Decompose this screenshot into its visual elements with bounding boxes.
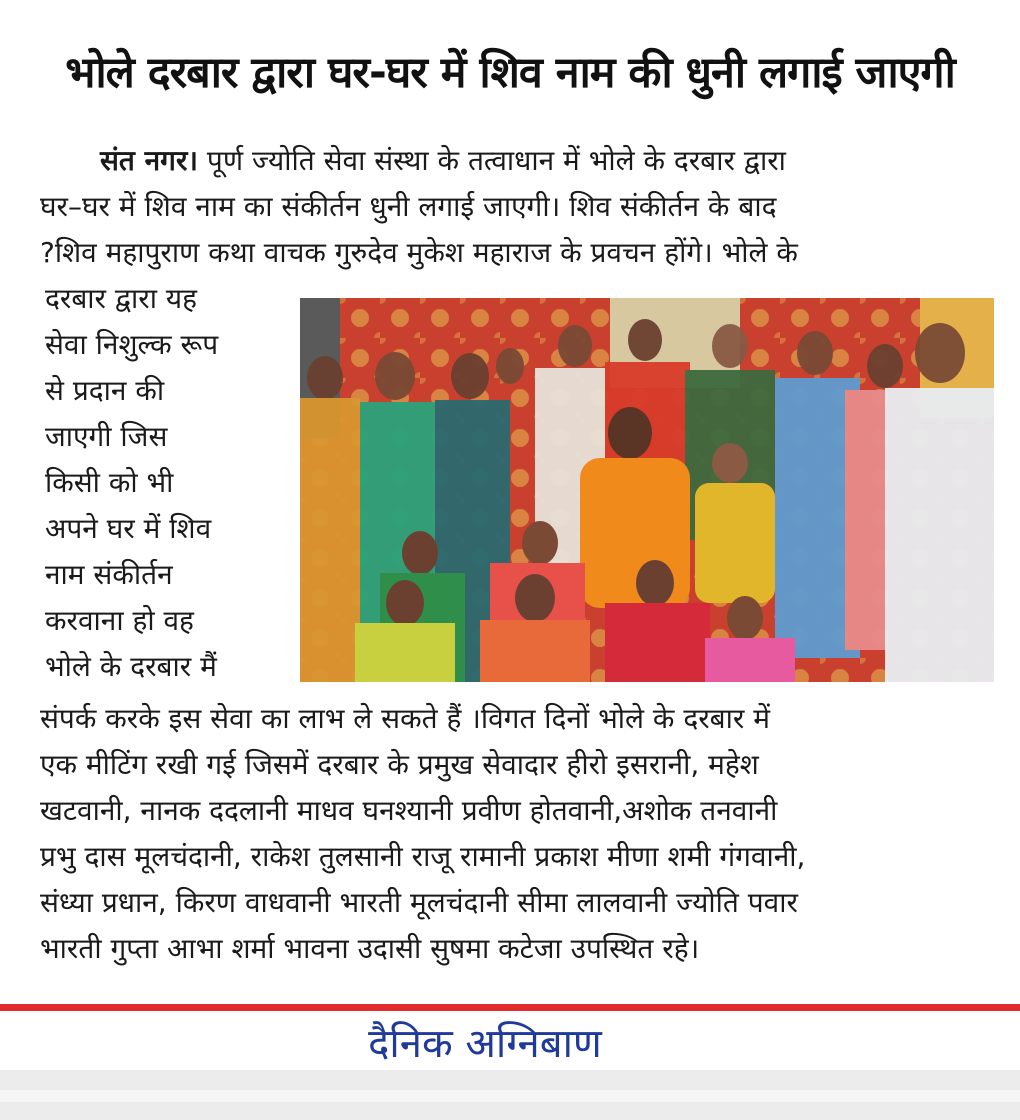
divider-rule xyxy=(0,1004,1020,1011)
bottom-band xyxy=(0,1070,1020,1120)
side-line: अपने घर में शिव xyxy=(45,512,212,545)
side-line: भोले के दरबार मैं xyxy=(45,650,217,683)
dateline: संत नगर। xyxy=(100,144,199,177)
article-line: संध्या प्रधान, किरण वाधवानी भारती मूलचंदानी सीमा लालवानी ज्योति पवार xyxy=(40,886,798,919)
side-line: किसी को भी xyxy=(45,466,174,499)
side-line: से प्रदान की xyxy=(45,374,165,407)
newspaper-name: दैनिक अग्निबाण xyxy=(368,1021,602,1067)
article-line: एक मीटिंग रखी गई जिसमें दरबार के प्रमुख सेवादार हीरो इसरानी, महेश xyxy=(40,748,759,781)
article-line-3: ?शिव महापुराण कथा वाचक गुरुदेव मुकेश महाराज के प्रवचन होंगे। भोले के xyxy=(40,236,798,269)
group-photo xyxy=(300,298,994,682)
side-line: दरबार द्वारा यह xyxy=(45,282,197,315)
article-line: खटवानी, नानक ददलानी माधव घनश्यानी प्रवीण होतवानी,अशोक तनवानी xyxy=(40,794,778,827)
side-line: करवाना हो वह xyxy=(45,604,194,637)
article-line: भारती गुप्ता आभा शर्मा भावना उदासी सुषमा कटेजा उपस्थित रहे। xyxy=(40,932,700,965)
article-line-2: घर–घर में शिव नाम का संकीर्तन धुनी लगाई जाएगी। शिव संकीर्तन के बाद xyxy=(40,190,777,223)
article-line-1 xyxy=(40,138,1000,184)
article-line: प्रभु दास मूलचंदानी, राकेश तुलसानी राजू रामानी प्रकाश मीणा शमी गंगवानी, xyxy=(40,840,806,873)
side-line: जाएगी जिस xyxy=(45,420,168,453)
article-line: संपर्क करके इस सेवा का लाभ ले सकते हैं ।विगत दिनों भोले के दरबार में xyxy=(40,702,770,735)
side-line: सेवा निशुल्क रूप xyxy=(45,328,219,361)
headline: भोले दरबार द्वारा घर-घर में शिव नाम की धुनी लगाई जाएगी xyxy=(65,48,955,98)
article-text: पूर्ण ज्योति सेवा संस्था के तत्वाधान में भोले के दरबार द्वारा xyxy=(206,144,786,177)
side-line: नाम संकीर्तन xyxy=(45,558,173,591)
